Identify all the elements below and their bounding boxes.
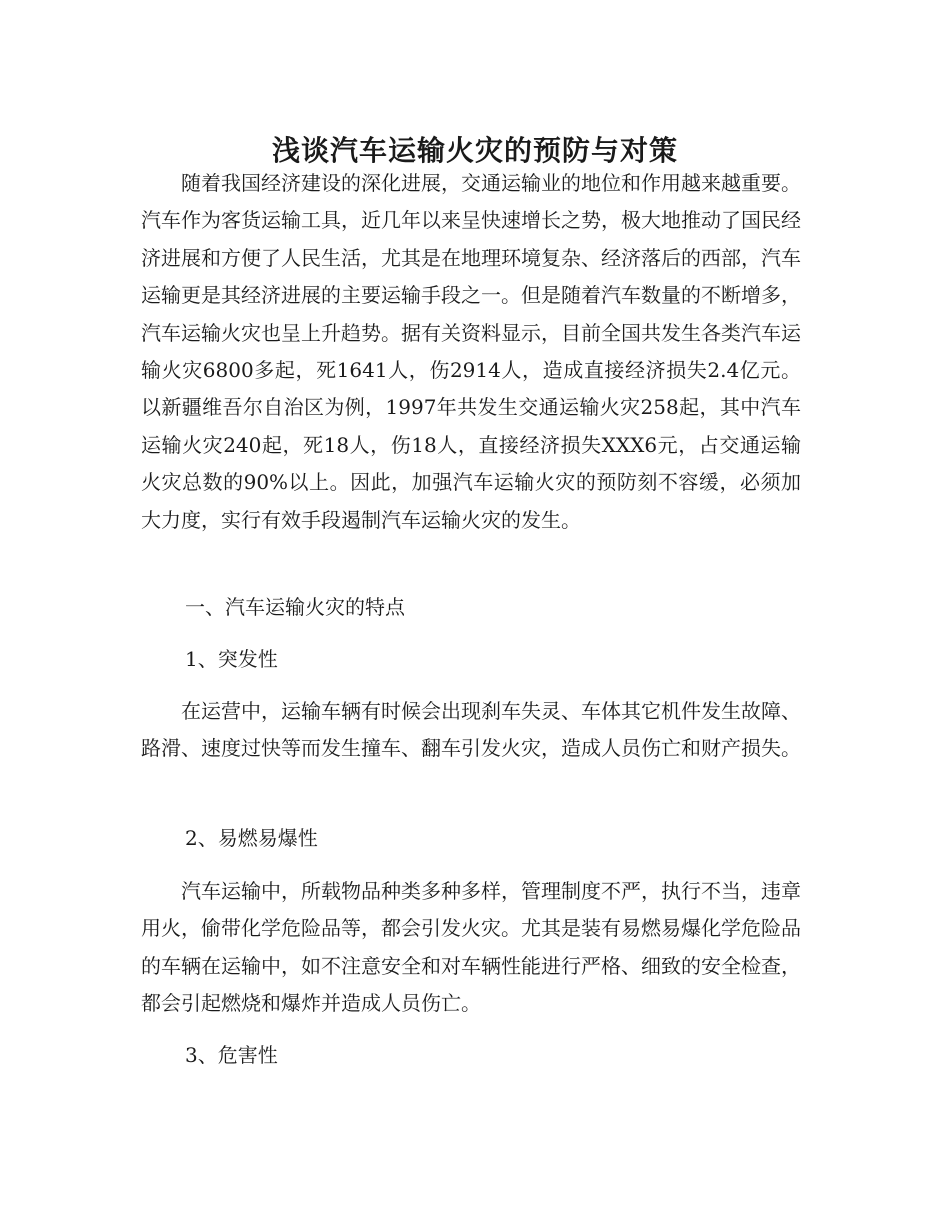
subheading-suddenness: 1、突发性: [185, 647, 278, 671]
subheading-hazard: 3、危害性: [185, 1043, 278, 1067]
paragraph-flammability: 汽车运输中，所载物品种类多种多样，管理制度不严，执行不当，违章用火，偷带化学危险品等，都会引发火灾。尤其是装有易燃易爆化学危险品的车辆在运输中，如不注意安全和对车辆性能进行严格、细致的安全检查，都会引起燃烧和爆炸并造成人员伤亡。: [141, 879, 801, 1016]
paragraph-suddenness: 在运营中，运输车辆有时候会出现刹车失灵、车体其它机件发生故障、路滑、速度过快等而发生撞车、翻车引发火灾，造成人员伤亡和财产损失。: [141, 699, 801, 761]
section-heading-characteristics: 一、汽车运输火灾的特点: [185, 595, 405, 619]
intro-paragraph: 随着我国经济建设的深化进展，交通运输业的地位和作用越来越重要。汽车作为客货运输工具，近几年以来呈快速增长之势，极大地推动了国民经济进展和方便了人民生活，尤其是在地理环境复杂、经济落后的西部，汽车运输更是其经济进展的主要运输手段之一。但是随着汽车数量的不断增多，汽车运输火灾也呈上升趋势。据有关资料显示，目前全国共发生各类汽车运输火灾6800多起，死1641人，伤2914人，造成直接经济损失2.4亿元。以新疆维吾尔自治区为例，1997年共发生交通运输火灾258起，其中汽车运输火灾240起，死18人，伤18人，直接经济损失XXX6元，占交通运输火灾总数的90%以上。因此，加强汽车运输火灾的预防刻不容缓，必须加大力度，实行有效手段遏制汽车运输火灾的发生。: [141, 171, 801, 532]
subheading-flammability: 2、易燃易爆性: [185, 826, 318, 850]
document-title: 浅谈汽车运输火灾的预防与对策: [271, 133, 678, 167]
